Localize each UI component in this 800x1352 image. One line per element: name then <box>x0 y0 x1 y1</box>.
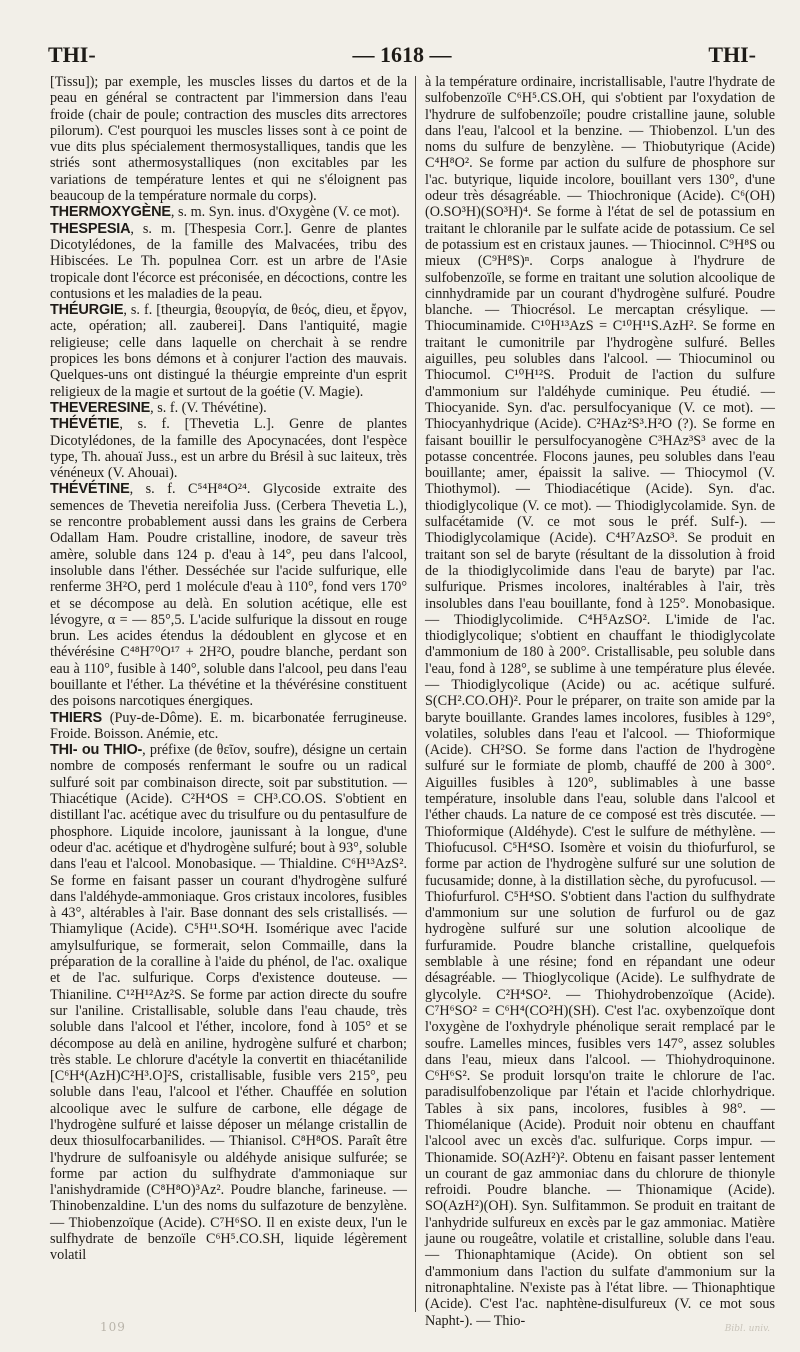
library-stamp: Bibl. univ. <box>724 1324 770 1334</box>
headword: THESPESIA <box>50 220 131 237</box>
headword: THEVERESINE <box>50 399 151 416</box>
entry-thermoxygene: THERMOXYGÈNE, s. m. Syn. inus. d'Oxygène (V. ce mot). <box>50 204 400 221</box>
headword: THERMOXYGÈNE <box>50 204 171 221</box>
entry-theurgie: THÉURGIE, s. f. [theurgia, θεουργία, de θεός, dieu, et ἔργον, acte, opération; all. zauberei]. Dans l'antiquité, magie religieuse; celle dans laquelle on cherchait à se rendre propices les bons démons et à conjurer l'action des mauvais. Quelques-uns ont distingué la théurgie empreinte d'un esprit religieux de la magie et surtout de la goétie (V. Magie). <box>50 302 407 400</box>
entry-thio-continued: à la température ordinaire, incristallisable, l'autre l'hydrate de sulfobenzoïle C⁶H⁵.CS.OH, qui s'obtient par l'oxydation de l'hydrure de sulfobenzoïle; poudre cristalline jaune, soluble dans l'eau, l'alcool et la benzine. — Thiobenzol. L'un des noms du sulfure de benzylène. — Thiobutyrique (Acide) C⁴H⁸O². Se forme par action du sulfure de phosphore sur l'ac. butyrique, liquide incolore, bouillant vers 130°, d'une odeur très désagréable. — Thiochronique (Acide). C⁶(OH)(O.SO³H)(SO³H)⁴. Se forme à l'état de sel de potassium en traitant le chloranile par le sulfate acide de potassium. Ce sel de potassium est en cristaux jaunes. — Thiocinnol. C⁹H⁸S ou mieux (C⁹H⁸S)ⁿ. Corps analogue à l'hydrure de sulfobenzoïle, se forme en traitant une solution alcoolique de cinnhydramide par un courant d'hydrogène sulfuré. Poudre blanche. — Thiocrésol. Le mercaptan crésylique. — Thiocuminamide. C¹⁰H¹³AzS = C¹⁰H¹¹S.AzH². Se forme en traitant le cumonitrile par l'hydrogène sulfuré. Belles aiguilles, peu solubles dans l'alcool. — Thiocuminol ou Thiocumol. C¹⁰H¹²S. Produit de l'action du sulfure d'ammonium sur l'aldéhyde cuminique. Peu étudié. — Thiocyanide. Syn. d'ac. persulfocyanique (V. ce mot). — Thiocyanhydrique (Acide). C²HAz²S³.H²O (?). Se forme en faisant bouillir le persulfocyanogène C³HAz³S³ avec de la potasse concentrée. Flocons jaunes, peu solubles dans l'eau bouillante; amer, épaissit la salive. — Thiocymol (V. Thiothymol). — Thiodiacétique (Acide). Syn. d'ac. thiodiglycolique (V. ce mot). — Thiodiglycolamide. Syn. de sulfacétamide (V. ce mot sous le préf. Sulf-). — Thiodiglycolamique (Acide). C⁴H⁷AzSO³. Se produit en traitant son sel de baryte (résultant de la dissolution à froid de la thiodiglycolimide dans l'eau de baryte) par l'ac. sulfurique. Prismes incolores, inaltérables à l'air, très insolubles dans l'eau bouillante, fond à 125°. Monobasique. — Thiodiglycolimide. C⁴H⁵AzSO². L'imide de l'ac. thiodiglycolique; s'obtient en chauffant le thiodiglycolate d'ammonium de 180 à 200°. Cristallisable, peu soluble dans l'eau, fond à 128°, se sublime à une température plus élevée. — Thiodiglycolique (Acide) ou ac. acétique sulfuré. S(CH².CO.OH)². Pour le préparer, on traite son amide par la baryte bouillante. Grandes lames incolores, fusibles à 129°, volatiles, solubles dans l'eau et l'alcool. — Thioformique (Acide). CH²SO. Se forme dans l'action de l'hydrogène sulfuré sur le formiate de plomb, chauffé de 200 à 300°. Aiguilles fusibles à 120°, sublimables à une basse température, insoluble dans l'eau, soluble dans l'alcool et l'éther chauds. La nature de ce composé est très discutée. — Thioformique (Aldéhyde). C'est le sulfure de méthylène. — Thiofucusol. C⁵H⁴SO. Isomère et voisin du thiofurfurol, se forme par action de l'hydrogène sulfuré sur une solution de fucusamide; donne, à la distillation sèche, du pyrofucusol. — Thiofurfurol. C⁵H⁴SO. S'obtient dans l'action du sulfhydrate d'ammonium sur une solution de furfurol ou de gaz hydrogène sulfuré sur une solution alcoolique de furfuramide. Poudre blanche cristalline, quelquefois semblable à une résine; fond en répandant une odeur désagréable. — Thioglycolique (Acide). Le sulfhydrate de glycolyle. C²H⁴SO². — Thiohydrobenzoïque (Acide). C⁷H⁶SO² = C⁶H⁴(CO²H)(SH). C'est l'ac. oxybenzoïque dont l'oxygène de l'oxhydryle phénolique serait remplacé par le soufre. Lamelles minces, fusibles vers 147°, assez solubles dans l'eau, mieux dans l'alcool. — Thiohydroquinone. C⁶H⁶S². Se produit lorsqu'on traite le chlorure de l'ac. paradisulfobenzolique par l'étain et l'acide chlorhydrique. Tables à six pans, incolores, fusibles à 98°. — Thiomélanique (Acide). Produit noir obtenu en chauffant l'alcool avec un excès d'ac. sulfurique. Corps impur. — Thionamide. SO(AzH²)². Obtenu en faisant passer lentement un courant de gaz ammoniac dans du chlorure de thionyle refroidi. Poudre blanche. — Thionamique (Acide). SO(AzH²)(OH). Syn. Sulfitammon. Se produit en traitant de l'anhydride sulfureux en excès par le gaz ammoniac. Matière jaune ou rougeâtre, volatile et cristalline, soluble dans l'eau. — Thionaphtamique (Acide). On obtient son sel d'ammonium dans l'action du sulfate d'ammonium sur la nitronaphtaline. N'existe pas à l'état libre. — Thionaphtique (Acide). C'est l'ac. naphtène-disulfureux (V. ce mot sous Napht-). — Thio- <box>425 74 775 1329</box>
entry-thevetie: THÉVÉTIE, s. f. [Thevetia L.]. Genre de plantes Dicotylédones, de la famille des Apocynacées, dont l'espèce type, Th. ahouaï Juss., est un arbre du Brésil à suc laiteux, très vénéneux (V. Ahouai). <box>50 416 407 482</box>
header-right-guideword: THI- <box>708 42 756 67</box>
headword: THÉVÉTIE <box>50 416 120 433</box>
running-header <box>48 40 756 70</box>
headword: THÉURGIE <box>50 302 124 319</box>
entry-theveresine: THEVERESINE, s. f. (V. Thévétine). <box>50 399 267 416</box>
entry-paragraph: [Tissu]); par exemple, les muscles lisses du dartos et de la peau en général se contractent par l'immersion dans l'eau froide (chair de poule; contraction des muscles dits arrectores pilorum). C'est pourquoi les muscles lisses sont à ce point de vue dits plus spécialement thermosystalliques, tandis que les striés sont athermosystalliques (non excitables par les variations de température lentes et qui ne s'éloignent pas beaucoup de la température normale du corps). <box>50 74 407 205</box>
headword: THÉVÉTINE <box>50 481 130 498</box>
entry-thespesia: THESPESIA, s. m. [Thespesia Corr.]. Genre de plantes Dicotylédones, de la famille des Malvacées, tribu des Hibiscées. Le Th. populnea Corr. est un arbre de l'Asie tropicale dont l'écorce est préconisée, en décoctions, contre les contusions et les maladies de la peau. <box>50 220 407 302</box>
page-number: — 1618 — <box>352 42 452 67</box>
headword: THIERS <box>50 709 102 726</box>
entry-thi-thio: THI- ou THIO-, préfixe (de θεῖον, soufre), désigne un certain nombre de composés renfermant le soufre ou un radical sulfuré soit par combinaison directe, soit par substitution. — Thiacétique (Acide). C²H⁴OS = CH³.CO.OS. S'obtient en distillant l'ac. acétique avec du trisulfure ou du pentasulfure de phosphore. Liquide incolore, jaunissant à la longue, d'une odeur d'ac. acétique et d'hydrogène sulfuré; bout à 93°, soluble dans l'eau et l'alcool. Monobasique. — Thialdine. C⁶H¹³AzS². Se forme en faisant passer un courant d'hydrogène sulfuré dans l'aldéhyde-ammoniaque. Gros cristaux incolores, fusibles à 43°, altérables à l'air. Base donnant des sels cristallisés. — Thiamylique (Acide). C⁵H¹¹.SO⁴H. Isomérique avec l'acide amylsulfurique, se formerait, selon Commaille, dans la préparation de la coralline à l'aide du phénol, de l'ac. oxalique et de l'ac. sulfurique. Corps d'existence douteuse. — Thianiline. C¹²H¹²Az²S. Se forme par action directe du soufre sur l'aniline. Cristallisable, soluble dans l'eau chaude, très soluble dans l'alcool et l'éther, incolore, fond à 105° et se décompose au delà en aniline, hydrogène sulfuré et charbon; très stable. Le chlorure d'acétyle la convertit en thiacétanilide [C⁶H⁴(AzH)C²H³.O]²S, cristallisable, fusible vers 215°, peu soluble dans l'eau, l'alcool et l'éther. Chauffée en solution alcoolique avec le sulfure de carbone, elle dégage de l'hydrogène sulfuré et laisse déposer un mélange cristallin de deux thiosulfocarbanilides. — Thianisol. C⁸H⁸OS. Paraît être l'hydrure de sulfoanisyle ou aldéhyde anisique sulfurée; se forme par action du sulfhydrate d'ammoniaque sur l'anishydramide (C⁸H⁸O)³Az². Poudre blanche, farineuse. — Thinobenzaldine. L'un des noms du sulfazoture de benzylène. — Thiobenzoïque (Acide). C⁷H⁶SO. Il en existe deux, l'un le sulfhydrate de benzoïle C⁶H⁵.CO.SH, liquide légèrement volatil <box>50 742 407 1264</box>
entry-thiers: THIERS (Puy-de-Dôme). E. m. bicarbonatée ferrugineuse. Froide. Boisson. Anémie, etc. <box>50 709 407 742</box>
faint-folio-mark: 109 <box>100 1320 126 1334</box>
entry-thevetine: THÉVÉTINE, s. f. C⁵⁴H⁸⁴O²⁴. Glycoside extraite des semences de Thevetia nereifolia Juss. (Cerbera Thevetia L.), se rencontre probablement aussi dans les grains de Cerbera Odallam Ham. Poudre cristalline, inodore, de saveur très amère, soluble dans 124 p. d'eau à 14°, peu dans l'alcool, insoluble dans l'éther. Desséchée sur l'acide sulfurique, elle renferme 3H²O, perd 1 molécule d'eau à 110°, fond vers 170° et se décompose au delà. En solution acétique, elle est lévogyre, α = — 85°,5. L'acide sulfurique la dissout en rouge brun. Les acides étendus la dédoublent en glycose et en thévérésine C⁴⁸H⁷⁰O¹⁷ + 2H²O, poudre blanche, perdant son eau à 110°, fusible à 140°, soluble dans l'alcool, peu dans l'eau bouillante et l'éther. La thévétine et la thévérésine constituent des poisons narcotiques énergiques. <box>50 481 407 710</box>
left-column <box>50 74 407 1318</box>
column-divider <box>415 76 416 1312</box>
headword: THI- ou THIO- <box>50 742 143 759</box>
header-left-guideword: THI- <box>48 42 96 67</box>
